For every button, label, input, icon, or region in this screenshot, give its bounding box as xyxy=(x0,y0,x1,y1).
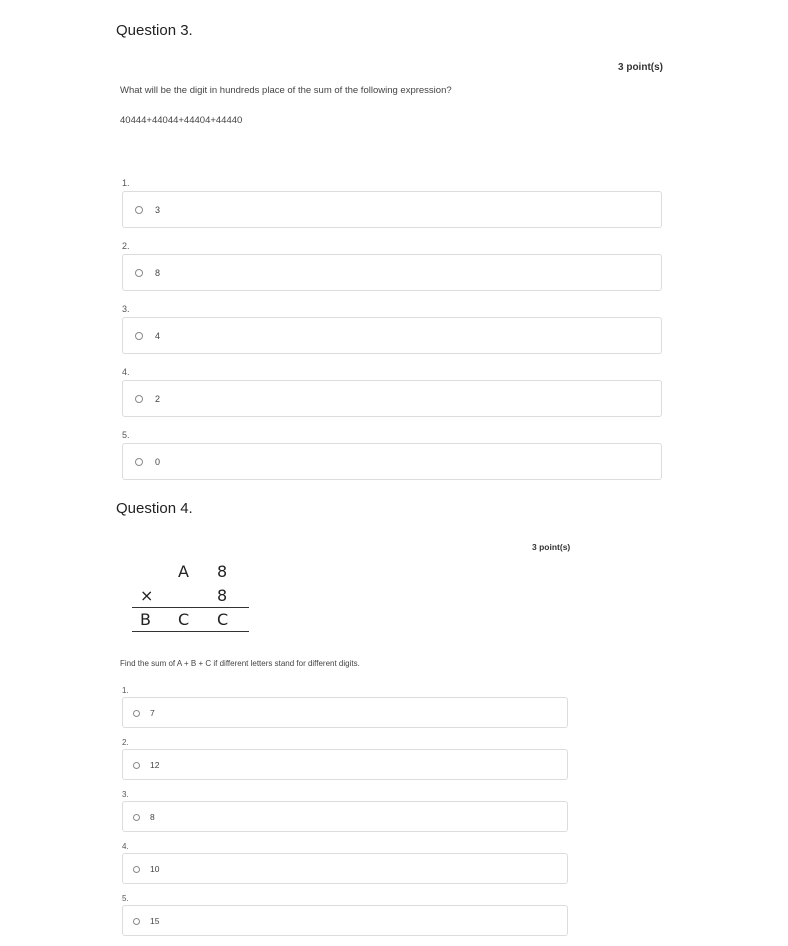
option-label: 3 xyxy=(155,205,161,215)
option-number: 4. xyxy=(122,842,129,851)
puzzle-digit: C xyxy=(217,610,229,629)
option-number: 3. xyxy=(122,790,129,799)
option-label: 15 xyxy=(150,916,160,926)
multiply-sign: × xyxy=(140,586,154,605)
option-number: 1. xyxy=(122,686,129,695)
option-label: 7 xyxy=(150,708,155,718)
radio-button[interactable] xyxy=(133,866,140,873)
option-label: 2 xyxy=(155,394,161,404)
question-3-points: 3 point(s) xyxy=(618,62,663,73)
q4-option-3[interactable] xyxy=(122,801,568,832)
option-label: 4 xyxy=(155,331,161,341)
q3-option-2[interactable] xyxy=(122,254,662,291)
option-label: 10 xyxy=(150,864,160,874)
q3-option-3[interactable] xyxy=(122,317,662,354)
radio-button[interactable] xyxy=(133,710,140,717)
option-number: 1. xyxy=(122,178,130,188)
radio-button[interactable] xyxy=(133,814,140,821)
radio-button[interactable] xyxy=(133,918,140,925)
puzzle-divider xyxy=(132,631,249,632)
question-3-prompt: What will be the digit in hundreds place of the sum of the following expression? xyxy=(120,85,452,96)
puzzle-digit: C xyxy=(178,610,190,629)
option-label: 0 xyxy=(155,457,161,467)
radio-button[interactable] xyxy=(133,762,140,769)
radio-button[interactable] xyxy=(135,458,143,466)
option-number: 3. xyxy=(122,304,130,314)
puzzle-divider xyxy=(132,607,249,608)
puzzle-digit: B xyxy=(140,610,151,629)
multiplication-puzzle xyxy=(120,558,270,638)
question-4-points: 3 point(s) xyxy=(532,542,571,552)
option-label: 8 xyxy=(155,268,161,278)
radio-button[interactable] xyxy=(135,332,143,340)
question-3-expression: 40444+44044+44404+44440 xyxy=(120,115,243,126)
question-3-title: Question 3. xyxy=(116,22,193,39)
puzzle-digit: A xyxy=(178,562,189,581)
option-number: 5. xyxy=(122,430,130,440)
puzzle-digit: 8 xyxy=(217,562,228,581)
q3-option-5[interactable] xyxy=(122,443,662,480)
q3-option-4[interactable] xyxy=(122,380,662,417)
option-number: 2. xyxy=(122,738,129,747)
radio-button[interactable] xyxy=(135,395,143,403)
puzzle-digit: 8 xyxy=(217,586,228,605)
radio-button[interactable] xyxy=(135,206,143,214)
q4-option-5[interactable] xyxy=(122,905,568,936)
option-number: 5. xyxy=(122,894,129,903)
q4-option-2[interactable] xyxy=(122,749,568,780)
question-4-prompt: Find the sum of A + B + C if different letters stand for different digits. xyxy=(120,659,360,668)
option-label: 12 xyxy=(150,760,160,770)
q4-option-1[interactable] xyxy=(122,697,568,728)
q4-option-4[interactable] xyxy=(122,853,568,884)
radio-button[interactable] xyxy=(135,269,143,277)
option-number: 4. xyxy=(122,367,130,377)
option-label: 8 xyxy=(150,812,155,822)
option-number: 2. xyxy=(122,241,130,251)
question-4-title: Question 4. xyxy=(116,500,193,517)
q3-option-1[interactable] xyxy=(122,191,662,228)
